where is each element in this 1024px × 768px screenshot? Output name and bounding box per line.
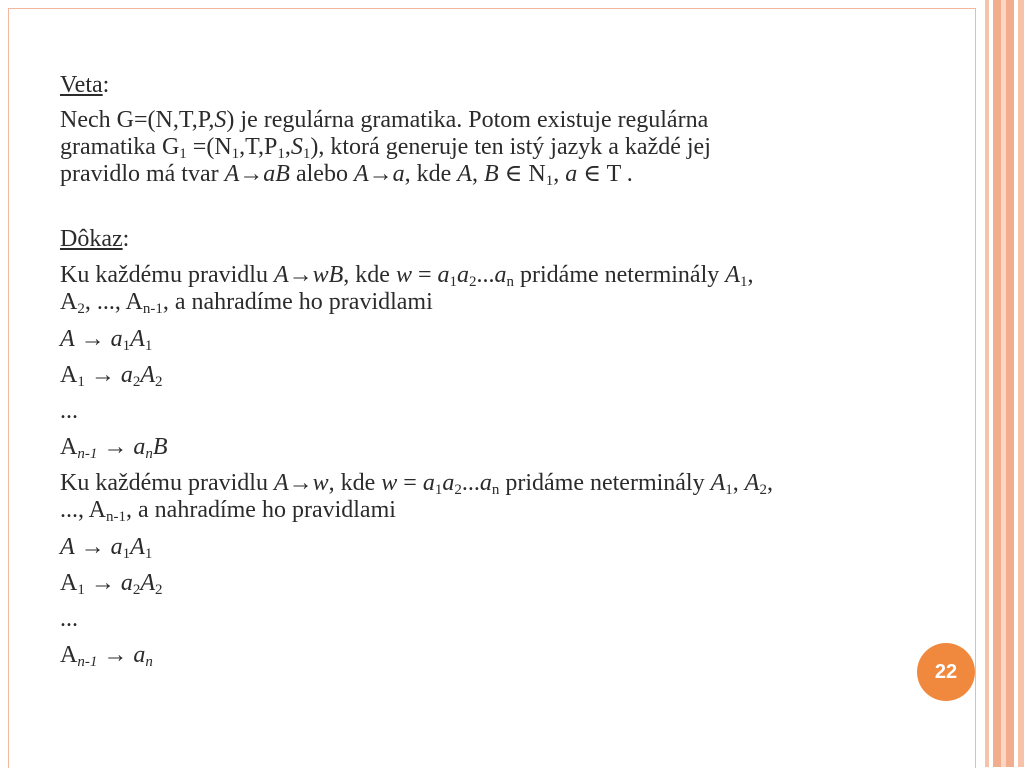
- proof-line-4: ..., $A_{n-1}$, a nahradíme ho pravidlami: [60, 497, 396, 525]
- proof-line-2: $A_2$, ..., $A_{n-1}$, a nahradíme ho pravidlami: [60, 289, 433, 317]
- page-number: 22: [934, 660, 958, 683]
- theorem-heading-line: Veta:: [60, 72, 110, 98]
- slide-content: [60, 72, 960, 678]
- theorem-line-2: gramatika $G_1 =(N_1,T,P_1,S_1)$, ktorá generuje ten istý jazyk a každé jej: [60, 134, 711, 162]
- decorative-stripes: [980, 0, 1024, 767]
- proof-line-3: Ku každému pravidlu A→w, kde $w = a_1a_2...a_n$ pridáme neterminály $A_1$, $A_2$,: [60, 470, 773, 498]
- rule-ellipsis: ...: [60, 398, 78, 424]
- theorem-heading: Veta: [60, 72, 103, 98]
- proof-heading-line: Dôkaz:: [60, 226, 130, 252]
- rule-2: $A_1 \to a_2A_2$: [60, 362, 163, 390]
- rule-ellipsis-2: ...: [60, 606, 78, 632]
- frame-right-border: [975, 8, 976, 768]
- theorem-line-3: pravidlo má tvar A→aB alebo A→a, kde A, B ∈ $N_1$, a ∈ T .: [60, 161, 633, 189]
- proof-line-1: Ku každému pravidlu A→wB, kde $w = a_1a_2...a_n$ pridáme neterminály $A_1$,: [60, 262, 754, 290]
- rule-3: $A \to a_1A_1$: [60, 534, 153, 562]
- rule-4: $A_1 \to a_2A_2$: [60, 570, 163, 598]
- rule-1: $A \to a_1A_1$: [60, 326, 153, 354]
- rule-n: $A_{n-1} \to a_nB$: [60, 434, 168, 462]
- frame-top-border: [8, 8, 976, 9]
- rule-n-2: $A_{n-1} \to a_n$: [60, 642, 153, 670]
- frame-left-border: [8, 8, 9, 768]
- proof-heading: Dôkaz: [60, 226, 123, 252]
- page-number-badge: [917, 643, 975, 701]
- theorem-line-1: Nech G=(N,T,P,S) je regulárna gramatika. Potom existuje regulárna: [60, 107, 709, 133]
